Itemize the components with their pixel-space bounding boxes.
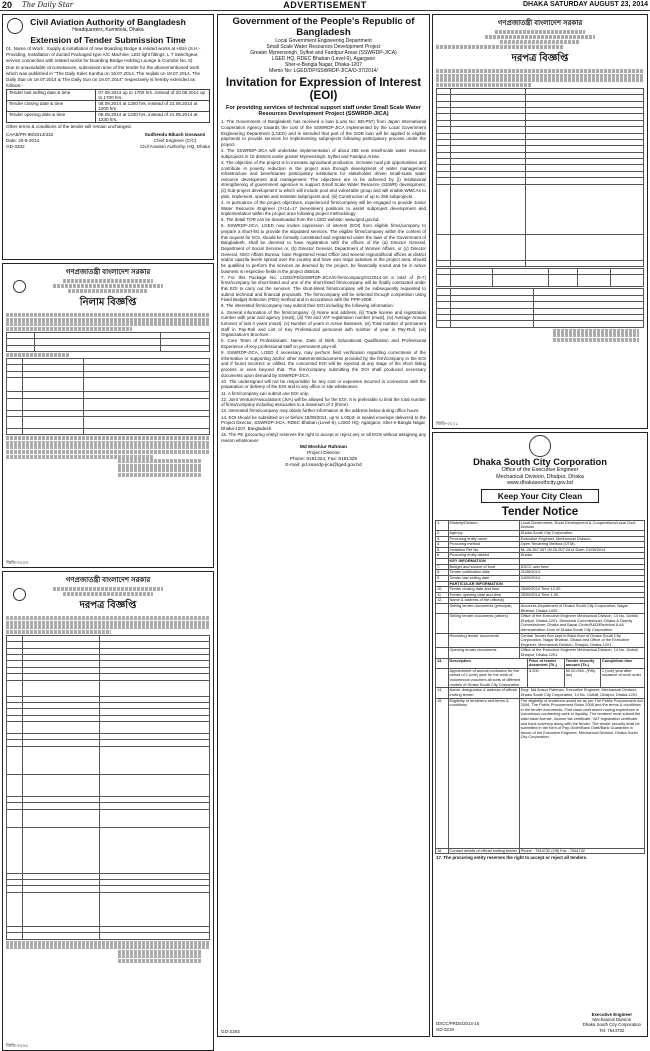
eoi-para: 4. In pursuance of the project objectives, experienced firm/company will be engaged to provide Junior Water Resource Engineer (3+14=17 (seventeen) positions to assist subproject development and implementation within the project area following project methodology. xyxy=(221,199,426,217)
dscc-tender-notice xyxy=(432,432,648,1037)
dscc-gd: GD-3219 xyxy=(436,1026,454,1032)
eoi-para: 6. SSWRDP-JICA, LGED now invites expression of interest (EOI) from eligible firms/company to prepare a short-list to provide the stipulated services. The eligible firms/company within the content of this request for EOI, should be formally constituted and registered under the laws of the Government of Bangladesh, shall be deemed to have registration with the offices of the (a) Director General, Department of Social Services or, (b) Director General, Department of Women Affairs, or (c) Director General, NGO Affairs Bureau; have Registered Head Office and several regional/local offices at district and/or upazila levels spread over the country and have own major activities in the project area, should be qualified to perform the services as deemed by the project, be financially sound and be in active business in respective fields in the project districts. xyxy=(221,223,426,274)
eoi-area: Greater Mymensingh, Sylhet and Faridpur Areas (SSWRDP-JICA) xyxy=(250,50,397,57)
bd-emblem-icon xyxy=(13,280,26,293)
caab-signer: Sudhendu Bikash Goswami xyxy=(144,132,206,138)
caab-note: Other terms & conditions of the tender will remain unchanged. xyxy=(6,124,132,130)
dscc-eligibility: The eligibility of tenderers would be as per The Public Procurement Act 2006, The Public Procurement Rules 2008 and the terms & conditions in the tender documents. First class contractors having experience in voluminous contracting work in liquidity. The tenderer must submit the valid trade license, income tax certificate, VAT registration certificate and bank solvency along with the tender. The tender security shall be submitted in the form of Pay Order/Bank Draft/Bank Guarantee in favour of the Executive Engineer, Mechanical Division, Dhaka South City Corporation. xyxy=(519,698,644,848)
caab-item: 01. Name of Work : Supply & installation of new Boarding Bridge & related works at HSIA (S.H:- Providing, Installation of ducted Packaged type A/C Machine, LED light fittings, L T Switchgear, service connection with related works for Boarding Bridge Holding Lounge & Corridor No. 8) xyxy=(6,46,201,63)
dorpatro-notice xyxy=(2,571,214,1051)
table-row: 3. Procuring entity name Executive Engineer, Mechanical Division. xyxy=(436,536,645,542)
caab-ref: CAAB/PR-88/2014/332 xyxy=(6,132,54,138)
dorpatro-code: জিডি-৩২০৫ xyxy=(6,1042,29,1048)
eoi-notice xyxy=(217,14,430,1037)
eoi-lead: For providing services of technical support staff under Small Scale Water Resources Development Project (SSWRDP-JICA) xyxy=(226,104,421,118)
eoi-para: 5. The detail TOR can be downloaded from the LGED website: www.lged.gov.bd. xyxy=(221,217,380,223)
table-row: 10. Tender closing date and time 25/09/2014 Time 12.00 xyxy=(436,587,645,593)
table-row: 2. Agency Dhaka South City Corporation. xyxy=(436,531,645,537)
eoi-para: 12. Joint Venture/Associations (JVA) will be allowed for the EOI. It is preferable to limit the total number of firms/company including associates to a maximum of 3 (three). xyxy=(221,396,426,408)
table-row: Tender opening date & time 08.09.2014 at 1230 hrs. instead of 21.08.2014 at 1230 hrs. xyxy=(7,112,210,123)
eoi-para: 13. Interested firms/company may obtain further information at the address below during office hours. xyxy=(221,408,420,414)
table-row: 5. Invitation Ref No. Nt.-28.287.097.09.25.007.2014 Date: 21/08/2014 xyxy=(436,547,645,553)
eoi-para: 15. The PE (procuring entity) reserves the right to accept or reject any or all EOIs without assigning any reason whatsoever. xyxy=(221,432,426,443)
caab-date-table xyxy=(6,89,210,123)
table-row: Tender closing date & time 08.09.2014 at 1200 hrs. instead of 21.08.2014 at 1200 hrs. xyxy=(7,101,210,112)
dscc-office: Office of the Executive Engineer xyxy=(501,467,579,474)
eoi-title: Invitation for Expression of Interest (EOI) xyxy=(225,76,422,102)
eoi-para: a. General information of the firm/company: (i) Name and address, (ii) Trade license and registration number with year and agency (must), (iii) TIN and VAT registration number (must), (iv) Average Annual turnover of last 3 years (must), (v) Number of years in Active Business, (vi) Total number of permanent staff in Pay-Roll and List of Key Professional personnel with number of year in Pay-Roll, (vii) Organization's Brochure. xyxy=(221,309,426,338)
caab-emblem-icon xyxy=(7,18,23,34)
dorpatro-title: দরপত্র বিজ্ঞপ্তি xyxy=(79,600,137,611)
table-row: 15. Eligibility of tenderers and terms & conditions The eligibility of tenderers would be as per The Public Procurement Act 2006, The Public Procurement Rules 2008 and the terms & conditions in the tender documents. First class contractors having experience in voluminous contracting work in liquidity. The tenderer must submit the valid trade license, income tax certificate, VAT registration certificate and bank solvency along with the tender. The tender security shall be submitted in the form of Pay Order/Bank Draft/Bank Guarantee in favour of the Executive Engineer, Mechanical Division, Dhaka South City Corporation. xyxy=(436,698,645,848)
table-row: 14. Name, designation & address of official inviting tender Engr. Md Anisur Rahman, Executive Engineer, Mechanical Division, Dhaka South City Corporation, 14 No. Outfall, Dhalpur, Dhaka-1201 xyxy=(436,688,645,698)
table-row: 6. Procuring entity district Dhaka xyxy=(436,553,645,559)
nilam-table xyxy=(6,332,210,352)
eoi-gd: GD-3193 xyxy=(221,1029,240,1034)
bn-right-table-2 xyxy=(436,288,644,327)
eoi-office: LGED HQ, RDEC Bhaban (Level-6), Agargaon xyxy=(271,56,376,63)
table-row: Selling tender documents (principal) Accounts Department of Dhaka South City Corporation, Nagar Bhaban, Dhaka-1000. xyxy=(436,603,645,613)
caab-signer-title: Chief Engineer (C/C) xyxy=(153,137,197,143)
dscc-reserve: 17. The procuring entity reserves the right to accept or reject all tenders. xyxy=(436,855,588,861)
bn-tender-notice xyxy=(432,14,648,429)
section-title: ADVERTISEMENT xyxy=(283,0,367,10)
table-row: Tender last selling date & time 07.09.2014 up to 1700 hrs. instead of 20.08.2014 up to 1700 hrs. xyxy=(7,90,210,101)
dscc-official-table xyxy=(435,687,645,854)
table-row: 8. Tender publication date 21/08/2014 xyxy=(436,570,645,576)
table-row: PARTICULAR INFORMATION xyxy=(436,581,645,587)
bd-emblem-icon xyxy=(13,588,26,601)
eoi-para: 3. The objective of the project is to increase agricultural production, increase rural job opportunities and contribute in poverty reduction in the project area through development of water management infrastructure and beneficiaries participatory institutions for stakeholder driven small-scale water resource development and management. The objectives are to be achieved by (i) institutional strengthening of government agencies to support Small Scale Water Resource (SSWR) development, (ii) Sub-project development to which will include pool and vulnerable group and will enable WMCAs to plan, implement, operate and maintain subprojects and, (iii) Construction of up to 255 subprojects. xyxy=(221,159,426,199)
table-row: 13. Description Price of tender document (Tk.) Tender security amount (Tk.) Completion time xyxy=(436,658,645,668)
nilam-terms xyxy=(6,358,210,435)
eoi-para: 7. For this Package No: LGED/PD/SSWRDP-JICA/S-firm/company/01/2014-15 a total of (5-7) firms/company be short-listed and one of the short-listed firm/company will be finally contracted under this EOI to carry out the services. The short-listed firms/company will be subsequently requested to submit technical and financial proposals. The firm/company will be selected through competition using Fixed Budget Selection (FBS) method and in accordance with the PPR-2008. xyxy=(221,274,426,303)
caab-title: Extension of Tender Submission Time xyxy=(30,35,186,45)
eoi-para: 8. The interested firm/company may submit their EOI including the following information: xyxy=(221,303,394,309)
table-row: Selling tender documents (others) Office of the Executive Engineer Mechanical Division, 14 No. Outfall, Dhalpur, Dhaka-1201. Divisional Commissioner, Dhaka & Deputy Commissioner, Dhaka and Bazar Circle/R&D/Electrical & All Administration Zone of Dhaka South City Corporation. xyxy=(436,614,645,633)
bn-right-lot-table xyxy=(436,268,644,287)
caab-gd: GD-3202 xyxy=(6,143,25,149)
table-row: Appointment of annual contractor for the period of 1 (one) year for the work of Voluminous vouchers all sorts of different models of Dhaka South City Corporation. 5,000 50,00,000/- (Fifty lac) 1 (one) year after issuance of work order xyxy=(436,668,645,687)
nilam-head: গণপ্রজাতন্ত্রী বাংলাদেশ সরকার xyxy=(65,269,151,276)
caab-notice xyxy=(2,14,214,260)
table-row: 11. Tender opening date and time 25/09/2014 Time 1.00 xyxy=(436,592,645,598)
masthead xyxy=(0,0,650,11)
table-row: KEY INFORMATION xyxy=(436,559,645,565)
page-number: 20 xyxy=(2,0,13,10)
caab-signer-org: Civil Aviation Authority, HQ, Dhaka xyxy=(139,143,210,149)
nilam-notice xyxy=(2,263,214,568)
eoi-para: 11. A firm/company can submit one EOI only. xyxy=(221,390,309,396)
eoi-project: Small Scale Water Resources Development Project xyxy=(266,44,381,51)
caab-hq: Headquarters, Kurmitola, Dhaka xyxy=(72,27,144,33)
eoi-body xyxy=(218,119,429,443)
table-row: 12. Name & address of the office(s) xyxy=(436,598,645,604)
dscc-web: www.dhakasouthcity.gov.bd xyxy=(507,480,573,487)
dscc-code: DSCC/PRDS/2014-15 xyxy=(436,1021,480,1027)
eoi-gov: Government of the People's Republic of Bangladesh xyxy=(232,16,415,38)
eoi-signature: Md Moshiur Rahman Project Director Phone: 8181324, Fax: 8181329 E-mail: pd.sswrdp-jica@lged.gov.bd xyxy=(285,445,362,469)
table-row: Receiving tender documents Central Tender Box kept in Bank floor of Dhaka South City Corporation, Nagar Bhaban, Dhaka and Office of the Executive Engineer, Mechanical Division, Dhalpur, Dhaka-1201. xyxy=(436,633,645,648)
dorpatro-head: গণপ্রজাতন্ত্রী বাংলাদেশ সরকার xyxy=(65,577,151,584)
table-row: 4. Procuring method Open Tendering Method (OTM). xyxy=(436,542,645,548)
dscc-title: Tender Notice xyxy=(501,504,579,518)
dscc-slogan: Keep Your City Clean xyxy=(481,489,599,503)
nilam-code: জিডি-৩২০৩ xyxy=(6,559,29,565)
table-row: 16. Contact details of official inviting tender Phone : 7544732 (Off) Fax : 7544742 xyxy=(436,848,645,854)
eoi-dept: Local Government Engineering Department xyxy=(275,38,372,45)
table-row: 7. Budget and source of fund DSCC own fund xyxy=(436,564,645,570)
dscc-lot-table xyxy=(435,658,645,689)
eoi-para: 10. The undersigned will not be responsible for any cost or expenses incurred in connection with the preparation or delivery of the EOI and to any office or site whatsoever. xyxy=(221,378,426,390)
dscc-org: Dhaka South City Corporation xyxy=(473,456,607,467)
caab-date: Date: 20-8-2014 xyxy=(6,137,40,143)
eoi-para: b. Core Team of Professionals: Name, Date of Birth, Educational Qualification and Professional Experience of Key professional staff on permanent pay-roll. xyxy=(221,338,426,349)
nilam-title: নিলাম বিজ্ঞপ্তি xyxy=(79,297,137,308)
eoi-memo: Memo No: LGED/DP/SSWRDP-JICA/O-37/2014/ xyxy=(269,68,378,75)
caab-paragraph: Due to unavoidable circumstances, submission time of the tender for the abovementioned work which was published in "The Daily Kaler Kantha on 18.07.2014, The Inqilab on 18.07.2014, The Daily Star on 19.07.2014 & The Daily Sun on 19.07.2014" respectively is hereby extended as follows:- xyxy=(6,65,201,88)
bn-right-head: গণপ্রজাতন্ত্রী বাংলাদেশ সরকার xyxy=(497,20,583,27)
paper-name: The Daily Star xyxy=(22,1,74,9)
bn-right-table xyxy=(436,88,644,267)
table-row: Opening tender documents Office of the Executive Engineer Mechanical Division, 14 No. Outfall, Dhalpur, Dhaka-1201. xyxy=(436,648,645,658)
eoi-para: 1. The Government of Bangladesh has received a loan (Loan No: BD-P57) from Japan International Cooperation Agency towards the cost of the SSWRDP-JICA implemented by the Local Government Engineering Department (LGED) and is intended that part of the GOB loan will be applied to eligible payments to provide services for implementing subprojects following participatory process under the project. xyxy=(221,119,426,147)
dscc-division: Mechanical Division, Dhalpur, Dhaka xyxy=(496,473,584,480)
dorpatro-table xyxy=(6,635,210,940)
eoi-para: 9. SSWRDP-JICA, LGED if necessary, may perform field verification regarding correctness of the information or supporting and/or other statements/documents provided by the firm/company in the EOI and if found incorrect or vilified, the concerned EOI will be rejected at any stage of the short listing process or even beyond that. The firm/company submitting the EOI shall produced necessary documents upon demand by SSWRDP-JICA. xyxy=(221,350,426,378)
bn-right-title: দরপত্র বিজ্ঞপ্তি xyxy=(511,53,569,64)
dscc-signature: Executive Engineer Mechanical Division Dhaka South City Corporation Tel: 7544732 xyxy=(582,1011,641,1033)
table-row: 9. Tender last selling date 24/09/2014 xyxy=(436,575,645,581)
eoi-city: Sher-e-Bangla Nagar, Dhaka-1207 xyxy=(285,62,362,69)
dateline: DHAKA SATURDAY AUGUST 23, 2014 xyxy=(523,1,648,8)
bn-right-code: জিডি-৩২২১ xyxy=(436,420,459,426)
table-row: 1. Ministry/Division Local Government, Rural Development & Cooperatives/Local Govt. Division xyxy=(436,520,645,530)
eoi-para: 14. EOI should be submitted on or before 18/09/2014, up to 1.00pm in sealed envelope delivered to the Project Director, SSWRDP-JICA, RDEC Bhaban (Level-6), LGED HQ, Agargaon, Sher-e-Bangla Nagar, Dhaka-1207, Bangladesh. xyxy=(221,414,426,431)
caab-org: Civil Aviation Authority of Bangladesh xyxy=(30,17,186,27)
eoi-para: 2. The SSWRDP-JICA will undertake implementation of about 255 new small-scale water resource subprojects in 15 districts under greater Mymensingh, Sylhet and Faridpur Areas. xyxy=(221,148,426,159)
dscc-logo-icon xyxy=(529,435,551,457)
dscc-table xyxy=(435,520,645,659)
